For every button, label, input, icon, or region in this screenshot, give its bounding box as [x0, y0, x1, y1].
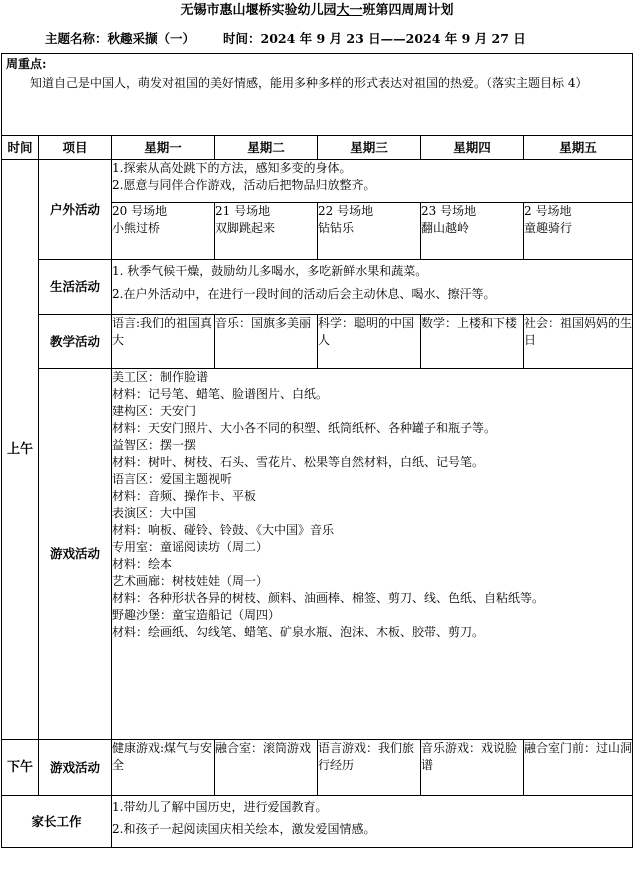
venue-game: 翻山越岭 — [421, 221, 470, 235]
venue-game: 双脚跳起来 — [215, 221, 276, 235]
venue-friday — [524, 203, 633, 260]
game-line: 材料：绘本 — [112, 557, 173, 571]
theme-name: 主题名称：秋趣采撷（一） — [45, 31, 196, 46]
afternoon-row — [2, 740, 633, 796]
title-class: 大一 — [336, 3, 363, 18]
venue-place: 20 号场地 — [112, 204, 168, 218]
parent-work — [112, 796, 633, 848]
venue-place: 23 号场地 — [421, 204, 477, 218]
game-line: 材料：音频、操作卡、平板 — [112, 489, 257, 503]
life-goal-1: 1. 秋季气候干燥，鼓励幼儿多喝水，多吃新鲜水果和蔬菜。 — [112, 264, 428, 278]
venue-place: 22 号场地 — [318, 204, 374, 218]
game-line: 材料：天安门照片、大小各不同的积塑、纸筒纸杯、各种罐子和瓶子等。 — [112, 421, 497, 435]
venue-game: 童趣骑行 — [524, 221, 573, 235]
period-morning: 上午 — [2, 160, 39, 740]
header-tuesday: 星期二 — [215, 136, 318, 160]
game-line: 表演区：大中国 — [112, 506, 197, 520]
venue-monday — [112, 203, 215, 260]
outdoor-goal-2: 2.愿意与同伴合作游戏，活动后把物品归放整齐。 — [112, 178, 376, 192]
document-title — [0, 2, 634, 20]
game-area-list — [112, 369, 633, 740]
venue-tuesday — [215, 203, 318, 260]
header-thursday: 星期四 — [421, 136, 524, 160]
venue-place: 2 号场地 — [524, 204, 572, 218]
game-line: 建构区：天安门 — [112, 404, 197, 418]
afternoon-wednesday: 语言游戏：我们旅行经历 — [318, 740, 421, 796]
game-line: 艺术画廊：树枝娃娃（周一） — [112, 574, 269, 588]
teaching-activity-row — [2, 315, 633, 369]
document-subtitle — [45, 30, 526, 48]
game-line: 材料：记号笔、蜡笔、脸谱图片、白纸。 — [112, 387, 329, 401]
game-line: 材料：树叶、树枝、石头、雪花片、松果等自然材料，白纸、记号笔。 — [112, 455, 485, 469]
outdoor-goals-row — [2, 160, 633, 203]
header-time: 时间 — [2, 136, 39, 160]
venue-wednesday — [318, 203, 421, 260]
life-goals — [112, 260, 633, 315]
header-monday: 星期一 — [112, 136, 215, 160]
header-row — [2, 136, 633, 160]
afternoon-game-label: 游戏活动 — [39, 740, 112, 796]
life-goal-2: 2.在户外活动中，在进行一段时间的活动后会主动休息、喝水、擦汗等。 — [112, 287, 496, 301]
afternoon-tuesday: 融合室：滚筒游戏 — [215, 740, 318, 796]
teaching-thursday: 数学：上楼和下楼 — [421, 315, 524, 369]
outdoor-goals — [112, 160, 633, 203]
venue-thursday — [421, 203, 524, 260]
game-line: 语言区：爱国主题视听 — [112, 472, 233, 486]
game-line: 益智区：摆一摆 — [112, 438, 197, 452]
game-line: 材料：绘画纸、勾线笔、蜡笔、矿泉水瓶、泡沫、木板、胶带、剪刀。 — [112, 625, 485, 639]
game-activity-row — [2, 369, 633, 740]
parent-work-2: 2.和孩子一起阅读国庆相关绘本，激发爱国情感。 — [112, 822, 376, 836]
plan-table — [1, 53, 633, 848]
game-activity-label: 游戏活动 — [39, 369, 112, 740]
week-focus-label: 周重点: — [6, 57, 47, 71]
game-line: 美工区：制作脸谱 — [112, 370, 209, 384]
date-range: 时间：2024 年 9 月 23 日——2024 年 9 月 27 日 — [223, 31, 526, 46]
teaching-monday: 语言:我们的祖国真大 — [112, 315, 215, 369]
teaching-wednesday: 科学：聪明的中国人 — [318, 315, 421, 369]
parent-work-1: 1.带幼儿了解中国历史，进行爱国教育。 — [112, 800, 328, 814]
game-line: 野趣沙堡：童宝造船记（周四） — [112, 608, 281, 622]
life-activity-row — [2, 260, 633, 315]
parent-work-label: 家长工作 — [2, 796, 112, 848]
afternoon-monday: 健康游戏:煤气与安全 — [112, 740, 215, 796]
game-line: 材料：各种形状各异的树枝、颜料、油画棒、棉签、剪刀、线、色纸、自粘纸等。 — [112, 591, 545, 605]
header-friday: 星期五 — [524, 136, 633, 160]
teaching-tuesday: 音乐：国旗多美丽 — [215, 315, 318, 369]
game-line: 材料：响板、碰铃、铃鼓、《大中国》音乐 — [112, 523, 335, 537]
venue-game: 钻钻乐 — [318, 221, 355, 235]
period-afternoon: 下午 — [2, 740, 39, 796]
afternoon-friday: 融合室门前：过山洞 — [524, 740, 633, 796]
teaching-activity-label: 教学活动 — [39, 315, 112, 369]
header-wednesday: 星期三 — [318, 136, 421, 160]
week-focus-text: 知道自己是中国人，萌发对祖国的美好情感，能用多种多样的形式表达对祖国的热爱。（落实主题目标 4） — [30, 76, 588, 90]
title-school: 无锡市惠山堰桥实验幼儿园 — [180, 3, 337, 18]
venue-game: 小熊过桥 — [112, 221, 161, 235]
outdoor-activity-label: 户外活动 — [39, 160, 112, 260]
week-focus — [2, 54, 633, 136]
parents-row — [2, 796, 633, 848]
venue-place: 21 号场地 — [215, 204, 271, 218]
outdoor-goal-1: 1.探索从高处跳下的方法，感知多变的身体。 — [112, 161, 352, 175]
header-item: 项目 — [39, 136, 112, 160]
game-line: 专用室：童谣阅读坊（周二） — [112, 540, 269, 554]
life-activity-label: 生活活动 — [39, 260, 112, 315]
title-week: 班第四周周计划 — [362, 3, 454, 18]
teaching-friday: 社会：祖国妈妈的生日 — [524, 315, 633, 369]
afternoon-thursday: 音乐游戏：戏说脸谱 — [421, 740, 524, 796]
